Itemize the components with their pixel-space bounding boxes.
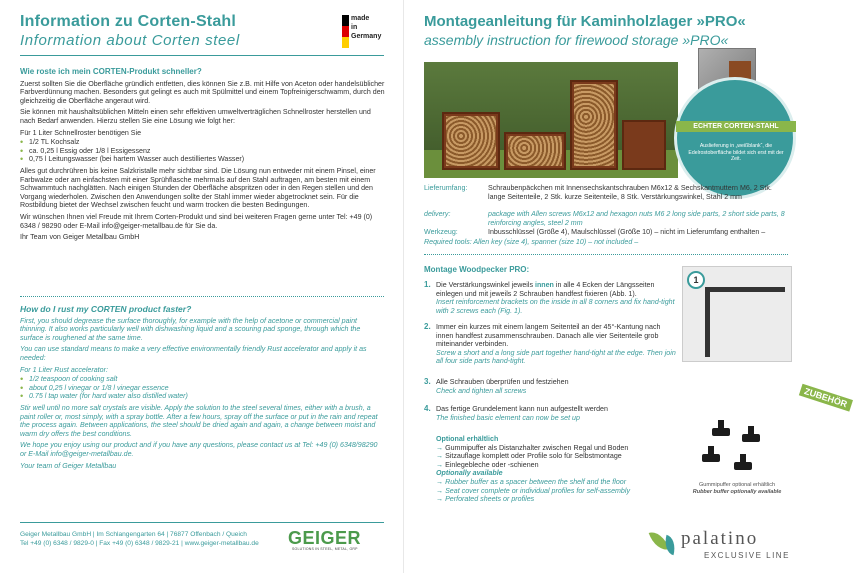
section-de-p2: Sie können mit haushaltsüblichen Mitteln einen sehr effektiven umweltverträglichen Schnellroster herstellen und nach Bedarf anwenden. Hierzu stellen Sie eine Lösung wie folgt her:: [20, 108, 371, 125]
list-item: • about 0,25 l vinegar or 1/8 l vinegar essence: [20, 384, 385, 393]
rubber-buffer-icon: [712, 428, 730, 436]
section-en-list: [20, 375, 385, 401]
arrow-icon: →: [436, 486, 446, 495]
figure-1-corner-bracket: [682, 266, 792, 362]
section-de-p4: Wir wünschen Ihnen viel Freude mit Ihrem Corten-Produkt und sind bei weiteren Fragen gerne unter Tel: +49 (0) 6348 / 98290 oder E-Mail info@geiger-metallbau.de für Sie da.: [20, 212, 373, 230]
section-de-signoff: Ihr Team von Geiger Metallbau GmbH: [20, 233, 140, 242]
section-en: [20, 305, 385, 473]
assembly-title-en: assembly instruction for firewood storage »PRO«: [424, 32, 729, 48]
product-photo: [424, 62, 678, 178]
list-item: • 1/2 teaspoon of cooking salt: [20, 375, 385, 384]
list-item: • ca. 0,25 l Essig oder 1/8 l Essigessenz: [20, 147, 385, 156]
list-item: • 0,75 l Leitungswasser (bei hartem Wasser auch destilliertes Wasser): [20, 155, 385, 164]
list-item: → Perforated sheets or profiles: [436, 495, 535, 504]
palatino-logo: palatino: [681, 528, 759, 549]
title-en: Information about Corten steel: [20, 32, 240, 49]
made-in-germany: made in Germany: [351, 15, 382, 40]
optional-accessories: Optional erhältlich → Gummipuffer als Distanzhalter zwischen Regal und Boden → Sitzauflage komplett oder Profile solo für Selbstmontage → Einlegebleche oder -schienen Optionally available → Rubber buffer as a spacer between the shelf and the floor → Seat cover complete or individual profiles for self-assembly → Perforated sheets or profiles: [436, 435, 676, 504]
section-de-p3: Alles gut durchrühren bis keine Salzkristalle mehr sichtbar sind. Die Lösung nun entweder mit einem Pinsel, einer Farbwalze oder am einfachsten mit einer Sprühflasche mehrmals auf den Stahl auftragen, am besten mit einem Schwammtuch nachglätten. Nach einigen Stunden der Oberfläche abspritzen oder in den Regen stellen und den Vorgang wiederholen. Zwischen den Anwendungen sollte der Stahl immer wieder abgetrocknet sein. Für die Rostbildung bietet der Wechsel zwischen feucht und warm trocken die besten Bedingungen.: [20, 166, 376, 210]
delivery-divider: [424, 254, 788, 255]
figure-rubber-buffers-caption: Gummipuffer optional erhältlich Rubber buffer optionally available: [692, 482, 782, 495]
corten-badge: [674, 77, 796, 199]
germany-flag-icon: [342, 15, 349, 48]
section-en-list-title: For 1 Liter Rust accelerator:: [20, 365, 108, 374]
section-en-p1: First, you should degrease the surface thoroughly, for example with the help of acetone or commercial paint thinning. It also works particularly well with dishwashing liquid and a scouring pad sponge, through which the surface is roughened at the same time.: [20, 316, 361, 342]
section-en-p3: Stir well until no more salt crystals are visible. Apply the solution to the steel several times, either with a brush, a paint roller or, most simply, with a spray bottle. After a few hours, spray off the surface or put in the rain and repeat the process again. Between applications, the steel should be dried again and again, a change between moist and warm dry offers the best conditions.: [20, 403, 378, 438]
company-footer: [20, 530, 259, 548]
list-item: → Einlegebleche oder -schienen: [436, 460, 539, 469]
rubber-buffer-icon: [742, 434, 760, 442]
corten-badge-band: ECHTER CORTEN-STAHL: [676, 121, 796, 132]
arrow-icon: →: [436, 443, 446, 452]
footer-address: Geiger Metallbau GmbH | Im Schlangengarten 64 | 76877 Offenbach / Queich: [20, 531, 247, 538]
rubber-buffer-icon: [734, 462, 752, 470]
list-item: → Rubber buffer as a spacer between the shelf and the floor: [436, 477, 627, 486]
list-item: • 0.75 l tap water (for hard water also distilled water): [20, 392, 385, 401]
rubber-buffer-icon: [702, 454, 720, 462]
footer-rule: [20, 522, 384, 523]
list-item: → Seat cover complete or individual profiles for self-assembly: [436, 486, 630, 495]
left-page: [0, 0, 404, 573]
delivery-row-en: delivery: package with Allen screws M6x12 and hexagon nuts M6 2 long side parts, 2 short side parts, 8 reinforcing angles, steel 2 mm: [424, 210, 785, 227]
arrow-icon: →: [436, 452, 446, 461]
figure-1-label: 1: [687, 271, 705, 289]
section-divider: [20, 296, 384, 297]
exclusive-line-label: EXCLUSIVE LINE: [704, 551, 790, 560]
geiger-logo: GEIGER: [288, 528, 362, 548]
title-de: Information zu Corten-Stahl: [20, 13, 237, 30]
geiger-logo-sub: SOLUTIONS IN STEEL, METAL, GRP: [292, 547, 358, 551]
list-item: → Gummipuffer als Distanzhalter zwischen Regal und Boden: [436, 443, 629, 452]
list-item: • 1/2 TL Kochsalz: [20, 138, 385, 147]
assembly-title-de: Montageanleitung für Kaminholzlager »PRO«: [424, 13, 746, 30]
arrow-icon: →: [436, 495, 446, 504]
section-de: [20, 68, 385, 245]
arrow-icon: →: [436, 460, 446, 469]
footer-contact: Tel +49 (0) 6348 / 9829-0 | Fax +49 (0) 6348 / 9829-21 | www.geiger-metallbau.de: [20, 540, 259, 547]
zubehoer-ribbon: ZUBEHÖR: [799, 384, 853, 412]
title-rule: [20, 55, 384, 56]
steps-title: Montage Woodpecker PRO:: [424, 265, 530, 274]
section-de-heading: Wie roste ich mein CORTEN-Produkt schneller?: [20, 67, 202, 76]
section-de-list-title: Für 1 Liter Schnellroster benötigen Sie: [20, 128, 142, 137]
tools-row-de: Werkzeug: Inbusschlüssel (Größe 4), Maulschlüssel (Größe 10) – nicht im Lieferumfang enthalten –: [424, 228, 766, 236]
section-en-heading: How do I rust my CORTEN product faster?: [20, 304, 192, 314]
section-de-p1: Zuerst sollten Sie die Oberfläche gründlich entfetten, dies können Sie z.B. mit Hilfe von Aceton oder handelsüblicher Farbverdünnung machen. Besonders gut gelingt es auch mit Spülmittel und einem Topfreinigerschwamm, durch den gleichzeitig die Oberfläche angeraut wird.: [20, 79, 385, 105]
corten-badge-text: Auslieferung in „weißblank“, die Edelrostoberfläche bildet sich erst mit der Zeit.: [688, 143, 784, 163]
list-item: → Sitzauflage komplett oder Profile solo für Selbstmontage: [436, 452, 622, 461]
section-en-signoff: Your team of Geiger Metallbau: [20, 461, 117, 470]
delivery-row-de: Lieferumfang: Schraubenpäckchen mit Innensechskantschrauben M6x12 & Sechskantmuttern M6, 2 Stk. lange Seitenteile, 2 Stk. kurze Seitenteile, 8 Stk. Verstärkungswinkel, Stahl 2 mm: [424, 184, 772, 201]
tools-row-en: Required tools: Allen key (size 4), spanner (size 10) – not included –: [424, 238, 639, 246]
right-page: Montageanleitung für Kaminholzlager »PRO« assembly instruction for firewood storage »PRO« ECHTER CORTEN-STAHL Auslieferung in „weißblank“, die Edelrostoberfläche bildet sich erst mit der Zeit. Lieferumfang: Schraubenpäckchen mit Innensechskantschrauben M6x12 & Sechskantmuttern M6, 2 Stk. lange Seitenteile, 2 Stk. kurze Seitenteile, 8 Stk. Verstärkungswinkel, Stahl 2 mm delivery: package with Allen screws M6x12 and hexagon nuts M6 2 long side parts, 2 short side parts, 8 reinforcing angles, steel 2 mm Werkzeug: Inbusschlüssel (Größe 4), Maulschlüssel (Größe 10) – nicht im Lieferumfang enthalten – Required tools: Allen key (size 4), spanner (size 10) – not included – Montage Woodpecker PRO: 1. Die Verstärkungswinkel jeweils innen in alle 4 Ecken der Längsseiten einlegen und mit jeweils 2 Schrauben handfest fixieren (Abb. 1). Insert reinforcement brackets on the inside in all 8 corners and fix hand-tight with 2 screws each (Fig. 1). 2. Immer ein kurzes mit einem langem Seitenteil an der 45°-Kantung nach innen handfest zusammenschrauben. Danach alle vier Seitenteile grob miteinander verbinden. Screw a short and a long side part together hand-tight at the edge. Then join all four side parts hand-tight. 3. Alle Schrauben überprüfen und festziehen Check and tighten all screws 4. Das fertige Grundelement kann nun aufgestellt werden The finished basic element can now be set up Optional erhältlich → Gummipuffer als Distanzhalter zwischen Regal und Boden → Sitzauflage komplett oder Profile solo für Selbstmontage → Einlegebleche oder -schienen Optionally available → Rubber buffer as a spacer between the shelf and the floor → Seat cover complete or individual profiles for self-assembly → Perforated sheets or profiles 1 ZUBEHÖR Gummipuffer optional erhältlich Rubber buffer optionally available palatino EXCLUSIVE LINE: [404, 0, 808, 573]
section-en-p4: We hope you enjoy using our product and if you have any questions, please contact us at Tel: +49 (0) 6348/98290 or E-Mail info@geiger-metallbau.de.: [20, 441, 378, 458]
arrow-icon: →: [436, 477, 446, 486]
section-de-list: [20, 138, 385, 164]
section-en-p2: You can use standard means to make a very effective environmentally friendly Rust accelerator and apply it as needed:: [20, 345, 367, 362]
